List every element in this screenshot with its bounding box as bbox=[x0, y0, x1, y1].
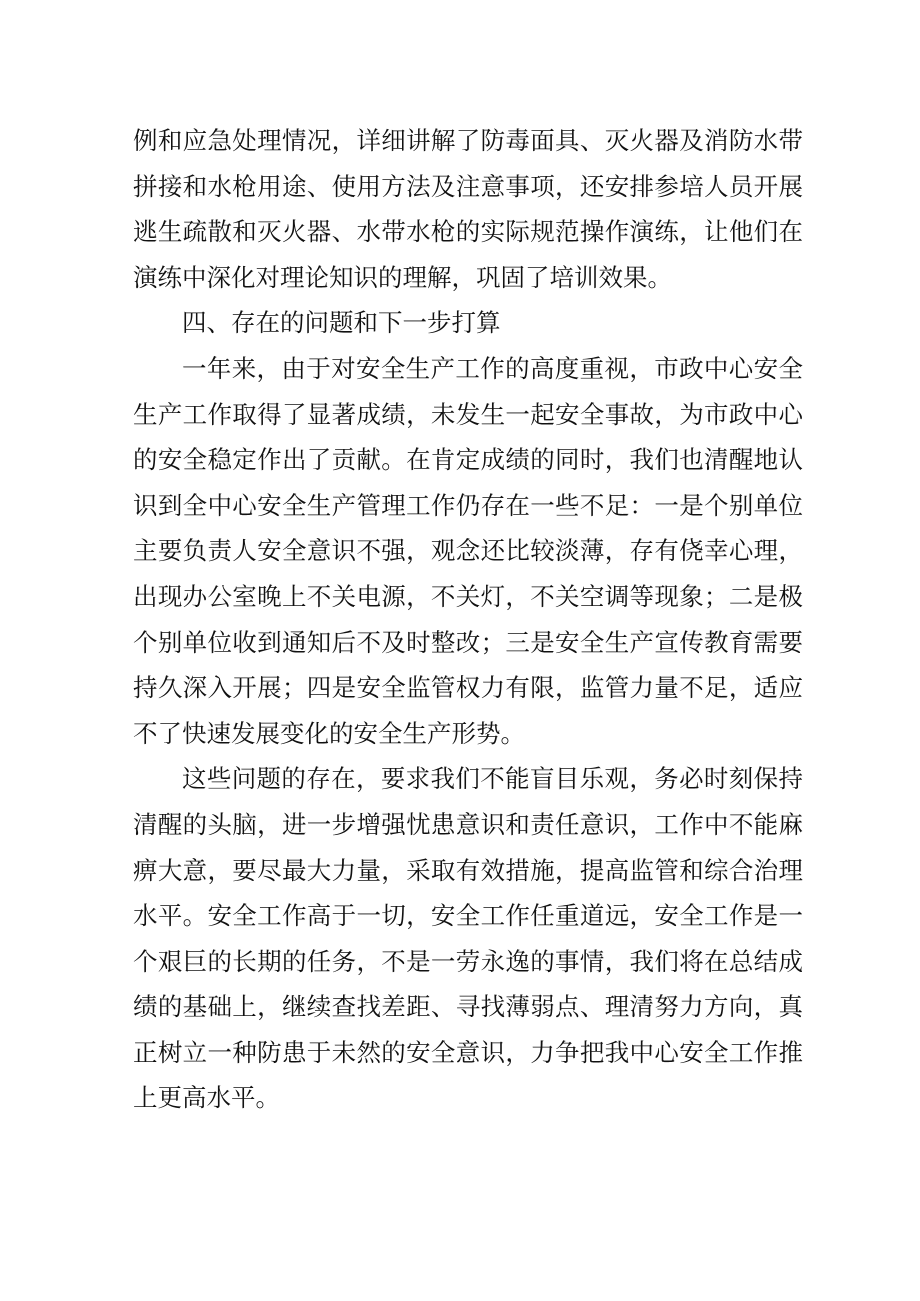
paragraph-next-steps: 这些问题的存在，要求我们不能盲目乐观，务必时刻保持清醒的头脑，进一步增强忧患意识和责任意识，工作中不能麻痹大意，要尽最大力量，采取有效措施，提高监管和综合治理水平。安全工作高于一切，安全工作任重道远，安全工作是一个艰巨的长期的任务，不是一劳永逸的事情，我们将在总结成绩的基础上，继续查找差距、寻找薄弱点、理清努力方向，真正树立一种防患于未然的安全意识，力争把我中心安全工作推上更高水平。 bbox=[133, 764, 803, 1113]
document-body bbox=[133, 118, 803, 1121]
section-heading-problems-and-plans: 四、存在的问题和下一步打算 bbox=[182, 308, 501, 338]
paragraph-achievements-and-shortcomings: 一年来，由于对安全生产工作的高度重视，市政中心安全生产工作取得了显著成绩，未发生一起安全事故，为市政中心的安全稳定作出了贡献。在肯定成绩的同时，我们也清醒地认识到全中心安全生产管理工作仍存在一些不足：一是个别单位主要负责人安全意识不强，观念还比较淡薄，存有侥幸心理，出现办公室晚上不关电源，不关灯，不关空调等现象；二是极个别单位收到通知后不及时整改；三是安全生产宣传教育需要持久深入开展；四是安全监管权力有限，监管力量不足，适应不了快速发展变化的安全生产形势。 bbox=[133, 353, 803, 748]
paragraph-training-continuation: 例和应急处理情况，详细讲解了防毒面具、灭火器及消防水带拼接和水枪用途、使用方法及注意事项，还安排参培人员开展逃生疏散和灭火器、水带水枪的实际规范操作演练，让他们在演练中深化对理论知识的理解，巩固了培训效果。 bbox=[133, 126, 803, 292]
